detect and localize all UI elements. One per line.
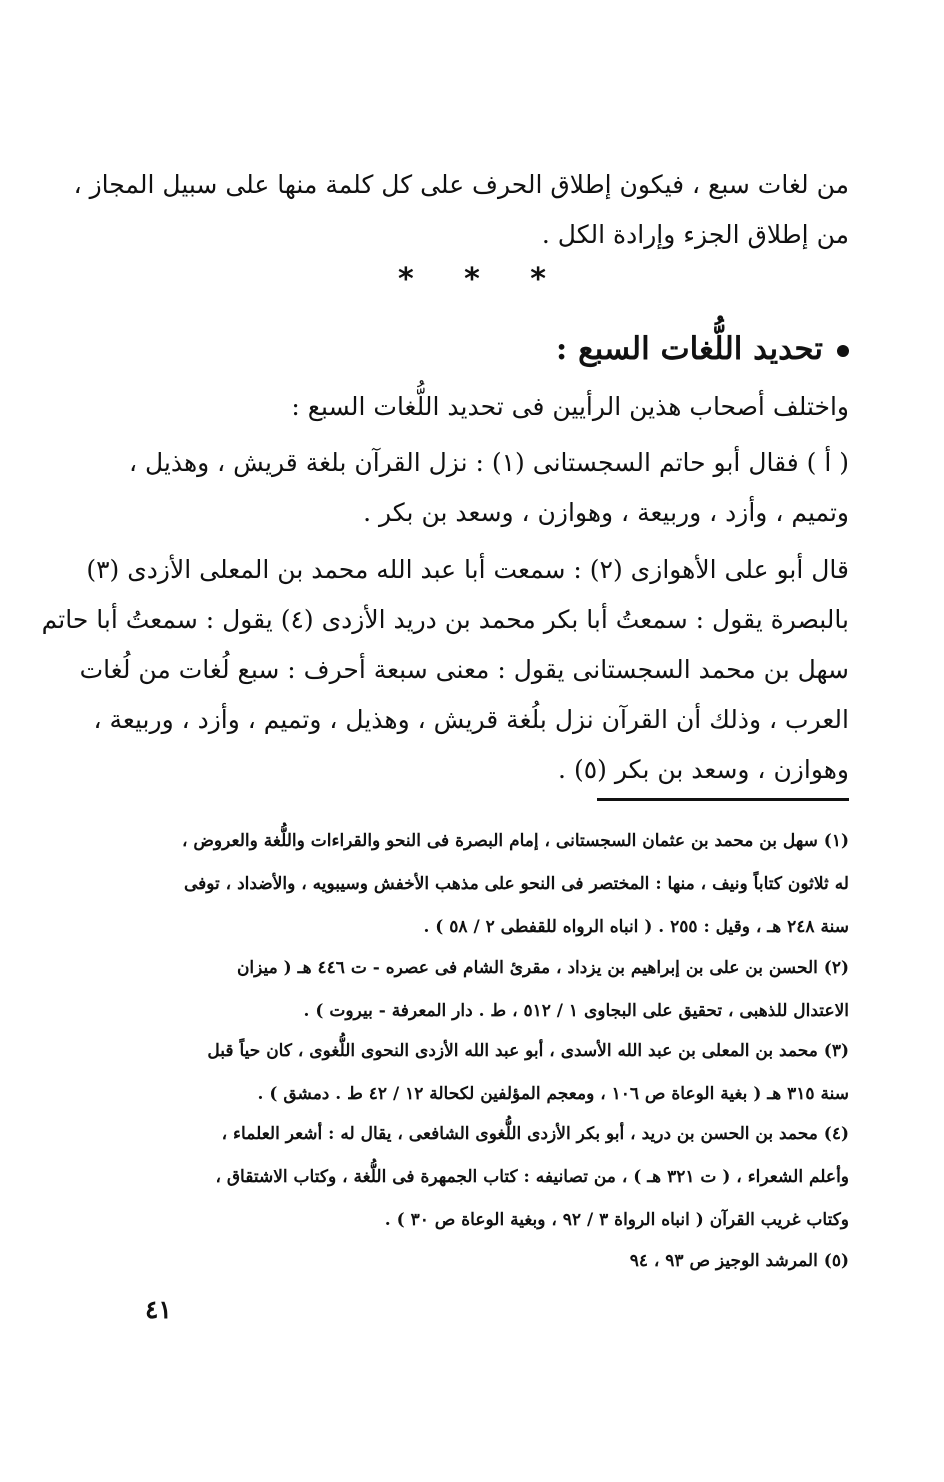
footnote-line: وأعلم الشعراء ، ( ت ٣٢١ هـ ) ، من تصانيفه : كتاب الجمهرة فى اللُّغة ، وكتاب الاشتقاق ، xyxy=(215,1167,849,1187)
footnote-5 xyxy=(94,1240,849,1283)
text-line: سهل بن محمد السجستانى يقول : معنى سبعة أحرف : سبع لُغات من لُغات xyxy=(79,655,849,684)
footnote-4 xyxy=(94,1113,849,1242)
footnote-line: (٢) الحسن بن على بن إبراهيم بن يزداد ، مقرئ الشام فى عصره - ت ٤٤٦ هـ ( ميزان xyxy=(236,958,849,978)
footnote-2 xyxy=(94,947,849,1033)
section-heading xyxy=(94,322,849,376)
text-line: قال أبو على الأهوازى (٢) : سمعت أبا عبد الله محمد بن المعلى الأزدى (٣) xyxy=(86,555,849,584)
footnote-line: سنة ٣١٥ هـ ( بغية الوعاة ص ١٠٦ ، ومعجم المؤلفين لكحالة ١٢ / ٤٢ ط . دمشق ) . xyxy=(257,1084,849,1104)
footnote-1 xyxy=(94,820,849,949)
paragraph-2 xyxy=(94,438,849,538)
footnote-line: (١) سهل بن محمد بن عثمان السجستانى ، إمام البصرة فى النحو والقراءات واللُّغة والعروض ، xyxy=(181,831,849,851)
page-number: ٤١ xyxy=(145,1295,172,1324)
footnote-3 xyxy=(94,1030,849,1116)
text-line: من لغات سبع ، فيكون إطلاق الحرف على كل كلمة منها على سبيل المجاز ، xyxy=(73,170,849,199)
text-line: ( أ ) فقال أبو حاتم السجستانى (١) : نزل القرآن بلغة قريش ، وهذيل ، xyxy=(128,448,849,477)
text-line: وتميم ، وأزد ، وربيعة ، وهوازن ، وسعد بن بكر . xyxy=(363,498,849,527)
footnote-line: له ثلاثون كتاباً ونيف ، منها : المختصر فى النحو على مذهب الأخفش وسيبويه ، والأضداد ، توفى xyxy=(183,874,849,894)
footnote-divider xyxy=(597,798,849,801)
footnote-line: (٤) محمد بن الحسن بن دريد ، أبو بكر الأزدى اللُّغوى الشافعى ، يقال له : أشعر العلماء ، xyxy=(221,1124,849,1144)
text-line: بالبصرة يقول : سمعتُ أبا بكر محمد بن دريد الأزدى (٤) يقول : سمعتُ أبا حاتم xyxy=(41,605,849,634)
footnote-line: وكتاب غريب القرآن ( انباه الرواة ٣ / ٩٢ ، وبغية الوعاة ص ٣٠ ) . xyxy=(384,1210,849,1230)
footnote-line: (٥) المرشد الوجيز ص ٩٣ ، ٩٤ xyxy=(629,1251,849,1271)
text-line: واختلف أصحاب هذين الرأيين فى تحديد اللُّغات السبع : xyxy=(291,392,849,421)
intro-paragraph xyxy=(73,160,849,260)
bullet-icon xyxy=(837,345,849,357)
footnote-line: سنة ٢٤٨ هـ ، وقيل : ٢٥٥ . ( انباه الرواه للقفطى ٢ / ٥٨ ) . xyxy=(423,917,849,937)
section-separator: * * * xyxy=(398,262,546,297)
footnote-line: الاعتدال للذهبى ، تحقيق على البجاوى ١ / ٥١٢ ، ط . دار المعرفة - بيروت ) . xyxy=(303,1001,849,1021)
paragraph-1 xyxy=(94,382,849,432)
text-line: العرب ، وذلك أن القرآن نزل بلُغة قريش ، وهذيل ، وتميم ، وأزد ، وربيعة ، xyxy=(93,705,849,734)
footnote-line: (٣) محمد بن المعلى بن عبد الله الأسدى ، أبو عبد الله الأزدى النحوى اللُّغوى ، كان حياً قبل xyxy=(207,1041,849,1061)
text-line: وهوازن ، وسعد بن بكر (٥) . xyxy=(558,755,849,784)
paragraph-3 xyxy=(41,545,849,795)
section-heading-text: تحديد اللُّغات السبع : xyxy=(555,331,823,367)
text-line: من إطلاق الجزء وإرادة الكل . xyxy=(541,220,849,249)
